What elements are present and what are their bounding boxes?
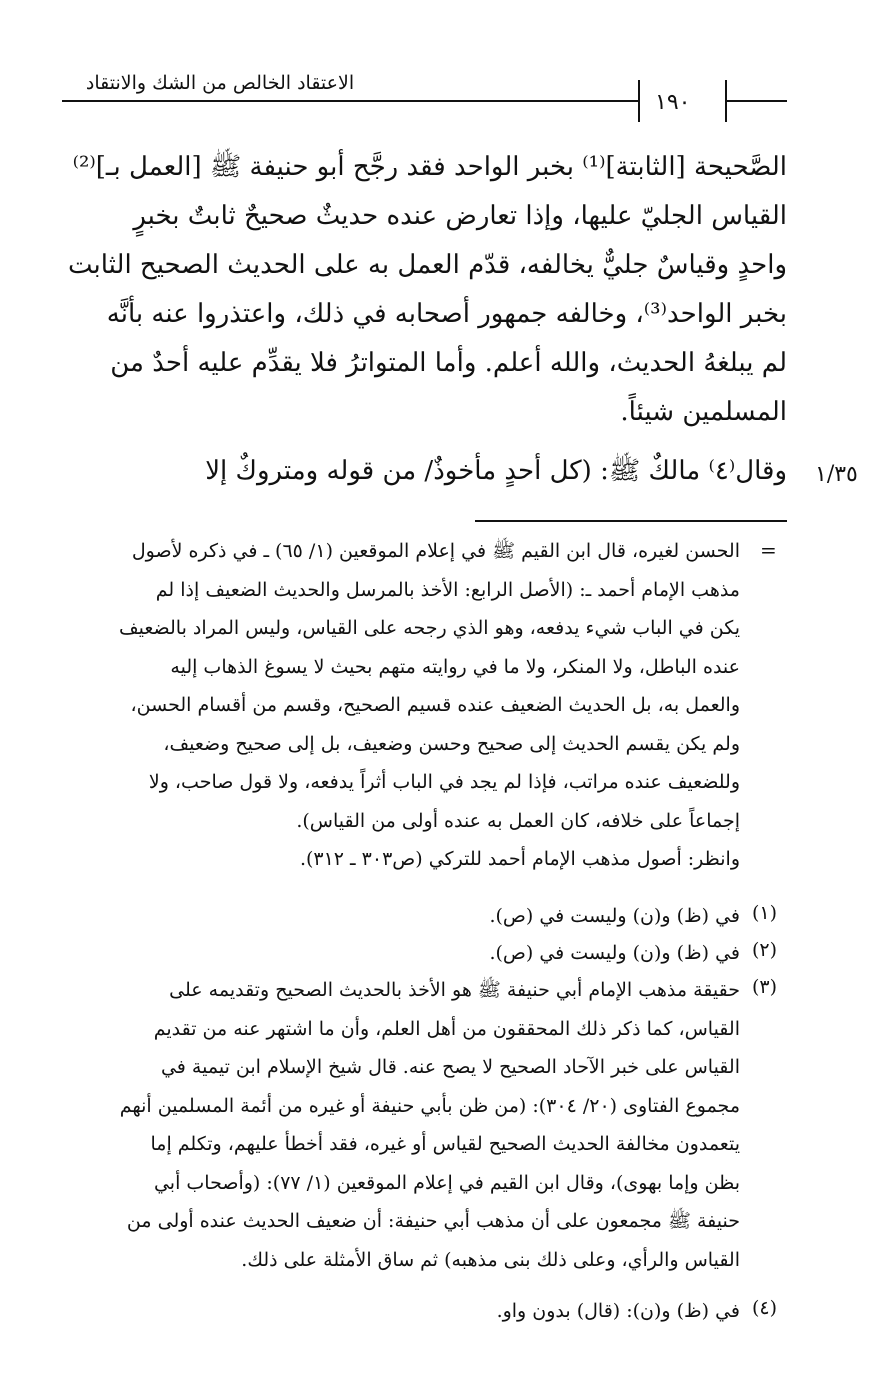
footnote-line: وللضعيف عنده مراتب، فإذا لم يجد في الباب أثراً يدفعه، ولا قول صاحب، ولا bbox=[148, 771, 740, 793]
footnote-number: (٣) bbox=[752, 976, 778, 998]
header-rule-right bbox=[725, 100, 787, 102]
footnote-4 bbox=[75, 1292, 740, 1331]
footnote-line: عنده الباطل، ولا المنكر، ولا ما في روايته متهم بحيث لا يسوغ الذهاب إليه bbox=[170, 655, 740, 678]
footnote-number: (١) bbox=[752, 902, 778, 924]
footnote-line: حقيقة مذهب الإمام أبي حنيفة ﷺ هو الأخذ بالحديث الصحيح وتقديمه على bbox=[169, 979, 740, 1001]
footnote-line: القياس، كما ذكر ذلك المحققون من أهل العلم، وأن ما اشتهر عنه من تقديم bbox=[153, 1017, 740, 1040]
main-line: القياس الجليّ عليها، وإذا تعارض عنده حديثٌ صحيحٌ ثابتٌ بخبرٍ bbox=[133, 201, 787, 231]
main-line: الصَّحيحة [الثابتة]⁽¹⁾ بخبر الواحد فقد رجَّح أبو حنيفة ﷺ [العمل بـ]⁽²⁾ bbox=[72, 152, 787, 182]
footnote-continuation bbox=[75, 532, 740, 879]
footnote-line: في (ظ) و(ن) وليست في (ص). bbox=[489, 942, 740, 964]
footnote-line: القياس والرأي، وعلى ذلك بنى مذهبه) ثم ساق الأمثلة على ذلك. bbox=[241, 1248, 740, 1271]
footnote-line: القياس على خبر الآحاد الصحيح لا يصح عنه. قال شيخ الإسلام ابن تيمية في bbox=[160, 1056, 740, 1078]
footnote-line: مذهب الإمام أحمد ـ: (الأصل الرابع: الأخذ بالمرسل والحديث الضعيف إذا لم bbox=[155, 578, 740, 601]
main-line: بخبر الواحد⁽³⁾، وخالفه جمهور أصحابه في ذلك، واعتذروا عنه بأنَّه bbox=[106, 299, 787, 329]
footnote-line: يكن في الباب شيء يدفعه، وهو الذي رجحه على القياس، وليس المراد بالضعيف bbox=[118, 617, 740, 639]
footnote-line: والعمل به، بل الحديث الضعيف عنده قسيم الصحيح، وقسم من أقسام الحسن، bbox=[130, 694, 740, 716]
footnote-line: بظن وإما بهوى)، وقال ابن القيم في إعلام الموقعين (١/ ٧٧): (وأصحاب أبي bbox=[153, 1171, 740, 1194]
running-title: الاعتقاد الخالص من الشك والانتقاد bbox=[85, 72, 355, 94]
footnote-line: إجماعاً على خلافه، كان العمل به عنده أولى من القياس). bbox=[296, 809, 740, 832]
main-text bbox=[67, 143, 787, 437]
manuscript-folio-ref: ١/٣٥ bbox=[815, 462, 858, 487]
footnote-2 bbox=[75, 934, 740, 973]
footnote-separator bbox=[475, 520, 787, 522]
main-line-quote: وقال⁽٤⁾ مالكٌ ﷺ: (كل أحدٍ مأخوذٌ/ من قوله ومتروكٌ إلا bbox=[205, 456, 787, 486]
footnote-number: (٤) bbox=[752, 1297, 778, 1319]
footnote-line: في (ظ) و(ن): (قال) بدون واو. bbox=[496, 1300, 740, 1322]
header-divider-left bbox=[638, 80, 640, 122]
footnote-1 bbox=[75, 897, 740, 936]
continuation-mark: = bbox=[760, 538, 777, 562]
footnote-line: ولم يكن يقسم الحديث إلى صحيح وحسن وضعيف، بل إلى صحيح وضعيف، bbox=[163, 732, 740, 755]
main-line: لم يبلغهُ الحديث، والله أعلم. وأما المتواترُ فلا يقدِّم عليه أحدٌ من bbox=[110, 348, 787, 378]
main-line: المسلمين شيئاً. bbox=[620, 397, 787, 427]
footnote-line: في (ظ) و(ن) وليست في (ص). bbox=[489, 905, 740, 927]
page-number: ١٩٠ bbox=[655, 90, 691, 115]
footnote-line: يتعمدون مخالفة الحديث الصحيح لقياس أو غيره، فقد أخطأ عليهم، وتكلم إما bbox=[150, 1133, 740, 1155]
footnote-line: مجموع الفتاوى (٢٠/ ٣٠٤): (من ظن بأبي حنيفة أو غيره من أئمة المسلمين أنهم bbox=[119, 1094, 740, 1117]
footnote-line: الحسن لغيره، قال ابن القيم ﷺ في إعلام الموقعين (١/ ٦٥) ـ في ذكره لأصول bbox=[131, 540, 740, 562]
footnote-line: وانظر: أصول مذهب الإمام أحمد للتركي (ص٣٠٣ ـ ٣١٢). bbox=[299, 848, 740, 870]
footnote-number: (٢) bbox=[752, 939, 778, 961]
footnote-line: حنيفة ﷺ مجمعون على أن مذهب أبي حنيفة: أن ضعيف الحديث عنده أولى من bbox=[126, 1210, 740, 1232]
header-rule-left bbox=[62, 100, 638, 102]
header-divider-right bbox=[725, 80, 727, 122]
footnote-3 bbox=[75, 971, 740, 1279]
main-line: واحدٍ وقياسٌ جليٌّ يخالفه، قدّم العمل به على الحديث الصحيح الثابت bbox=[67, 250, 787, 280]
